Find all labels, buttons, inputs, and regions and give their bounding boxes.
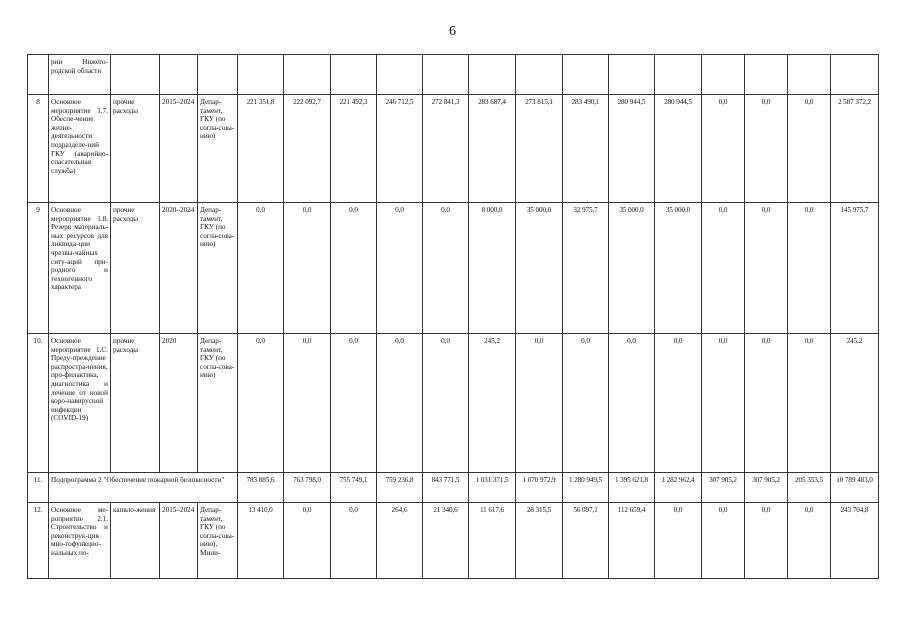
value-cell: 0,0 (745, 503, 788, 579)
value-cell (609, 55, 655, 95)
value-cell: 221 351,8 (238, 95, 284, 203)
value-cell: 0,0 (788, 334, 831, 473)
value-cell: 1 282 962,4 (655, 473, 702, 503)
value-cell: 13 410,0 (238, 503, 284, 579)
table-row (28, 203, 879, 334)
value-cell: 28 315,5 (516, 503, 563, 579)
value-cell: 222 092,7 (284, 95, 331, 203)
value-cell: 0,0 (284, 503, 331, 579)
value-cell: 2 587 372,2 (831, 95, 879, 203)
page-number: 6 (449, 24, 456, 39)
value-cell: 205 353,5 (788, 473, 831, 503)
value-cell: 283 490,1 (563, 95, 609, 203)
value-cell: 0,0 (702, 95, 745, 203)
value-cell: 0,0 (377, 203, 423, 334)
row-number: 8 (28, 95, 49, 203)
table-row-subprogram (28, 473, 879, 503)
value-cell: 35 000,0 (516, 203, 563, 334)
executor: Депар-тамент, ГКУ (по согла-сова-нию), Мини- (198, 503, 238, 579)
row-number: 11. (28, 473, 49, 503)
value-cell: 0,0 (563, 334, 609, 473)
value-cell: 11 617,6 (469, 503, 516, 579)
expense-type: прочие расходы (111, 95, 160, 203)
value-cell: 245,2 (469, 334, 516, 473)
value-cell: 0,0 (331, 203, 377, 334)
table-row (28, 334, 879, 473)
value-cell: 307 905,2 (702, 473, 745, 503)
row-number (28, 55, 49, 95)
activity-name: Основное ме-роприятие 2.1. Строительство и реконструк-ция мно-гофункцио-нальных по- (49, 503, 111, 579)
value-cell: 0,0 (788, 503, 831, 579)
activity-name: рии Нижего-родской области (49, 55, 111, 95)
value-cell: 273 815,1 (516, 95, 563, 203)
value-cell: 0,0 (609, 334, 655, 473)
value-cell (788, 55, 831, 95)
value-cell (331, 55, 377, 95)
activity-name: Основное мероприятие 1.С. Преду-преждение распростра-нения, про-филактика, диагностика и лечение от новой коро-навирусной инфекции (COVID-19) (49, 334, 111, 473)
value-cell: 0,0 (238, 334, 284, 473)
value-cell: 1 395 621,8 (609, 473, 655, 503)
value-cell: 0,0 (702, 203, 745, 334)
value-cell: 759 236,8 (377, 473, 423, 503)
period: 2015–2024 (160, 503, 198, 579)
value-cell: 0,0 (702, 334, 745, 473)
value-cell: 783 885,6 (238, 473, 284, 503)
value-cell: 280 944,5 (655, 95, 702, 203)
table-row (28, 95, 879, 203)
period: 2015–2024 (160, 95, 198, 203)
value-cell: 264,6 (377, 503, 423, 579)
value-cell: 21 340,6 (423, 503, 469, 579)
value-cell: 0,0 (284, 203, 331, 334)
value-cell: 32 975,7 (563, 203, 609, 334)
value-cell: 0,0 (702, 503, 745, 579)
row-number: 10. (28, 334, 49, 473)
value-cell: 56 097,1 (563, 503, 609, 579)
value-cell: 0,0 (516, 334, 563, 473)
value-cell (563, 55, 609, 95)
value-cell: 145 975,7 (831, 203, 879, 334)
expense-type: прочие расходы (111, 203, 160, 334)
value-cell: 0,0 (423, 203, 469, 334)
expense-type (111, 55, 160, 95)
value-cell (831, 55, 879, 95)
executor: Депар-тамент, ГКУ (по согла-сова-нию) (198, 203, 238, 334)
value-cell: 35 000,0 (609, 203, 655, 334)
subprogram-label: Подпрограмма 2 "Обеспечение пожарной безопасности" (49, 473, 238, 503)
expense-type: капвло-жения (111, 503, 160, 579)
row-number: 12. (28, 503, 49, 579)
value-cell: 755 749,1 (331, 473, 377, 503)
value-cell: 246 712,5 (377, 95, 423, 203)
value-cell: 0,0 (745, 203, 788, 334)
value-cell: 763 798,0 (284, 473, 331, 503)
value-cell: 8 000,0 (469, 203, 516, 334)
period: 2020 (160, 334, 198, 473)
value-cell (655, 55, 702, 95)
value-cell: 0,0 (655, 334, 702, 473)
value-cell: 0,0 (238, 203, 284, 334)
value-cell (238, 55, 284, 95)
value-cell: 245,2 (831, 334, 879, 473)
period (160, 55, 198, 95)
value-cell (423, 55, 469, 95)
value-cell: 1 280 949,5 (563, 473, 609, 503)
value-cell: 112 659,4 (609, 503, 655, 579)
table-row (28, 503, 879, 579)
table-row (28, 55, 879, 95)
executor: Депар-тамент, ГКУ (по согла-сова-нию) (198, 95, 238, 203)
value-cell: 0,0 (377, 334, 423, 473)
value-cell: 272 841,3 (423, 95, 469, 203)
value-cell: 221 492,3 (331, 95, 377, 203)
value-cell: 0,0 (284, 334, 331, 473)
value-cell: 0,0 (331, 334, 377, 473)
value-cell: 307 905,2 (745, 473, 788, 503)
value-cell: 0,0 (745, 334, 788, 473)
value-cell (702, 55, 745, 95)
budget-table (27, 54, 879, 579)
expense-type: прочие расходы (111, 334, 160, 473)
value-cell: 283 687,4 (469, 95, 516, 203)
value-cell: 0,0 (745, 95, 788, 203)
value-cell: 0,0 (788, 95, 831, 203)
value-cell: 0,0 (423, 334, 469, 473)
value-cell: 0,0 (788, 203, 831, 334)
value-cell: 0,0 (655, 503, 702, 579)
value-cell (516, 55, 563, 95)
value-cell: 1 070 972,9 (516, 473, 563, 503)
activity-name: Основное мероприятие 1.8. Резерв материаль-ных ресурсов для ликвида-ции чрезвы-чайных ситу-аций при-родного и техногенного характера (49, 203, 111, 334)
value-cell (377, 55, 423, 95)
activity-name: Основное мероприятие 1.7. Обеспе-чение жизне-деятельности подразделе-ний ГКУ (аварийно-спасательная служба) (49, 95, 111, 203)
value-cell: 10 789 483,0 (831, 473, 879, 503)
value-cell (284, 55, 331, 95)
row-number: 9 (28, 203, 49, 334)
value-cell: 35 000,0 (655, 203, 702, 334)
value-cell: 243 704,8 (831, 503, 879, 579)
executor (198, 55, 238, 95)
value-cell (745, 55, 788, 95)
value-cell: 280 944,5 (609, 95, 655, 203)
value-cell: 0,0 (331, 503, 377, 579)
period: 2020–2024 (160, 203, 198, 334)
value-cell: 1 031 371,5 (469, 473, 516, 503)
executor: Депар-тамент, ГКУ (по согла-сова-нию) (198, 334, 238, 473)
value-cell (469, 55, 516, 95)
value-cell: 843 771,5 (423, 473, 469, 503)
